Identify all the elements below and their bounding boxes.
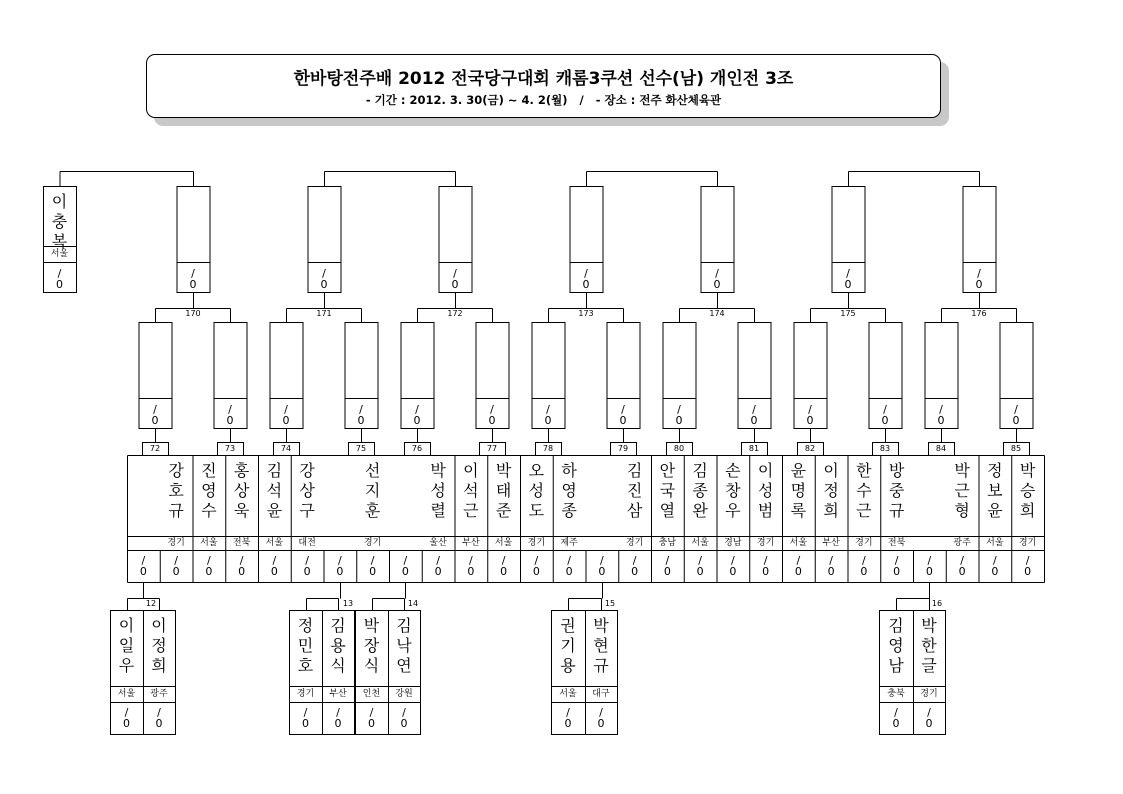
match-number: 80 xyxy=(673,444,685,453)
player-name-char: 선 xyxy=(364,461,381,480)
match-number: 73 xyxy=(224,444,236,453)
player-region: 경기 xyxy=(756,538,775,548)
prelim-score: / 0 xyxy=(368,706,375,730)
player-region: 서울 xyxy=(986,538,1004,548)
player-name-char: 이 xyxy=(151,616,167,635)
player-name-char: 윤 xyxy=(266,501,283,520)
score-mark: / 0 xyxy=(696,554,704,578)
player-name xyxy=(553,455,586,536)
player-name-char: 낙 xyxy=(396,636,412,655)
player-name xyxy=(356,455,389,536)
player-name-char: 지 xyxy=(364,481,381,500)
player-name-char: 근 xyxy=(954,481,970,500)
player-region: 광주 xyxy=(953,538,971,548)
player-name-char: 상 xyxy=(299,481,315,500)
player-name-char: 준 xyxy=(495,501,512,520)
score-mark: / 0 xyxy=(958,554,966,578)
player-name-char: 복 xyxy=(51,232,68,251)
round1-score: / 0 xyxy=(1012,403,1020,427)
round1-score: / 0 xyxy=(151,403,159,427)
player-name xyxy=(160,455,193,536)
player-region: 부산 xyxy=(329,689,347,699)
player-name-char: 완 xyxy=(692,501,708,520)
match-number: 172 xyxy=(447,309,463,318)
player-name-char: 용 xyxy=(330,636,346,655)
prelim-score: / 0 xyxy=(400,706,408,730)
player-name xyxy=(291,455,324,536)
player-name-char: 범 xyxy=(757,501,774,520)
player-name xyxy=(946,455,979,536)
score-mark: / 0 xyxy=(1024,554,1032,578)
round2-score: / 0 xyxy=(975,267,983,291)
score-mark: / 0 xyxy=(401,554,409,578)
round1-score: / 0 xyxy=(357,403,365,427)
round2-score: / 0 xyxy=(189,267,197,291)
match-number: 76 xyxy=(411,444,423,453)
player-name-char: 식 xyxy=(330,656,346,675)
player-region: 충남 xyxy=(658,538,677,548)
player-name-char: 일 xyxy=(118,636,135,655)
score-mark: / 0 xyxy=(565,554,573,578)
player-region: 서울 xyxy=(691,538,709,548)
player-name-char: 박 xyxy=(1019,461,1036,480)
player-name-char: 희 xyxy=(1019,501,1036,520)
player-name-char: 식 xyxy=(363,656,380,675)
player-name-char: 렬 xyxy=(430,501,446,520)
round1-score: / 0 xyxy=(282,403,290,427)
prelim-score: / 0 xyxy=(334,706,342,730)
player-region: 전북 xyxy=(232,538,251,548)
player-region: 서울 xyxy=(117,689,136,699)
score-mark: / 0 xyxy=(762,554,770,578)
score-mark: / 0 xyxy=(794,554,802,578)
match-number: 77 xyxy=(486,444,498,453)
round2-score: / 0 xyxy=(451,267,459,291)
player-name-char: 정 xyxy=(151,636,167,655)
player-region: 경기 xyxy=(167,538,185,548)
player-name-char: 김 xyxy=(266,461,283,480)
round1-score: / 0 xyxy=(488,403,496,427)
score-mark: / 0 xyxy=(860,554,868,578)
player-name-char: 승 xyxy=(1019,481,1036,500)
player-name-char: 영 xyxy=(888,636,904,655)
player-name xyxy=(879,610,913,686)
player-name-char: 태 xyxy=(495,481,512,500)
player-name xyxy=(651,455,684,536)
score-mark: / 0 xyxy=(827,554,835,578)
player-name-char: 김 xyxy=(888,616,904,635)
player-name-char: 오 xyxy=(528,461,545,480)
player-name-char: 손 xyxy=(725,461,741,480)
player-name-char: 석 xyxy=(463,481,479,500)
player-name xyxy=(1011,455,1044,536)
match-number: 81 xyxy=(748,444,760,453)
score-mark: / 0 xyxy=(729,554,737,578)
player-region: 대전 xyxy=(298,538,316,548)
score-mark: / 0 xyxy=(500,554,508,578)
player-name-char: 박 xyxy=(921,616,937,635)
score-mark: / 0 xyxy=(663,554,671,578)
player-name-char: 윤 xyxy=(790,461,807,480)
round1-score: / 0 xyxy=(750,403,758,427)
player-name-char: 남 xyxy=(888,656,904,675)
player-name xyxy=(258,455,291,536)
player-name-char: 하 xyxy=(561,461,577,480)
score-mark: / 0 xyxy=(467,554,475,578)
player-region: 서울 xyxy=(494,538,513,548)
player-region: 경기 xyxy=(1018,538,1037,548)
player-name-char: 형 xyxy=(954,501,970,520)
player-name xyxy=(585,610,617,686)
player-name-char: 박 xyxy=(495,461,512,480)
player-name xyxy=(43,186,76,251)
player-name-char: 안 xyxy=(659,461,676,480)
round1-score: / 0 xyxy=(619,403,627,427)
match-number: 15 xyxy=(604,599,616,608)
player-region: 부산 xyxy=(462,538,480,548)
match-number: 170 xyxy=(185,309,201,318)
player-name-char: 근 xyxy=(856,501,872,520)
player-name-char: 현 xyxy=(593,636,609,655)
player-region: 인천 xyxy=(362,689,381,699)
match-number: 16 xyxy=(931,599,943,608)
player-name xyxy=(193,455,226,536)
player-name-char: 강 xyxy=(168,461,184,480)
player-region: 충북 xyxy=(887,689,905,699)
player-name-char: 종 xyxy=(561,501,577,520)
player-name-char: 진 xyxy=(201,461,217,480)
prelim-score: / 0 xyxy=(597,706,605,730)
player-name xyxy=(880,455,913,536)
player-name-char: 명 xyxy=(790,481,807,500)
player-name-char: 열 xyxy=(659,501,676,520)
score-mark: / 0 xyxy=(336,554,344,578)
player-name-char: 박 xyxy=(430,461,446,480)
player-name-char: 상 xyxy=(233,481,250,500)
match-number: 78 xyxy=(542,444,554,453)
player-name-char: 우 xyxy=(118,656,135,675)
match-number: 75 xyxy=(355,444,367,453)
player-name xyxy=(815,455,848,536)
player-region: 부산 xyxy=(822,538,840,548)
match-number: 13 xyxy=(342,599,354,608)
player-name-char: 연 xyxy=(396,656,412,675)
prelim-score: / 0 xyxy=(123,706,130,730)
player-name-char: 이 xyxy=(823,461,839,480)
player-name-char: 용 xyxy=(560,656,576,675)
player-name-char: 박 xyxy=(363,616,380,635)
score-mark: / 0 xyxy=(925,554,933,578)
score-mark: / 0 xyxy=(598,554,606,578)
player-name xyxy=(422,455,455,536)
player-name-char: 국 xyxy=(659,481,676,500)
player-name xyxy=(717,455,750,536)
round1-score: / 0 xyxy=(881,403,889,427)
player-name-char: 기 xyxy=(560,636,576,655)
player-region: 서울 xyxy=(789,538,808,548)
score-mark: / 0 xyxy=(238,554,246,578)
player-name-char: 이 xyxy=(51,192,68,211)
player-name xyxy=(520,455,553,536)
match-number: 83 xyxy=(879,444,891,453)
prelim-score: / 0 xyxy=(564,706,572,730)
player-name-char: 욱 xyxy=(233,501,250,520)
score-mark: / 0 xyxy=(172,554,180,578)
player-name-char: 윤 xyxy=(987,501,1003,520)
score-mark: / 0 xyxy=(532,554,540,578)
player-name-char: 박 xyxy=(954,461,970,480)
score-mark: / 0 xyxy=(893,554,901,578)
player-name xyxy=(388,610,420,686)
prelim-score: / 0 xyxy=(925,706,933,730)
player-name-char: 희 xyxy=(151,656,167,675)
player-name-char: 성 xyxy=(528,481,545,500)
player-name-char: 규 xyxy=(168,501,184,520)
player-name-char: 방 xyxy=(888,461,905,480)
player-region: 경남 xyxy=(724,538,742,548)
player-region: 경기 xyxy=(296,689,315,699)
player-name-char: 보 xyxy=(987,481,1003,500)
match-number: 84 xyxy=(935,444,947,453)
match-number: 72 xyxy=(149,444,161,453)
round1-score: / 0 xyxy=(226,403,234,427)
player-name xyxy=(225,455,258,536)
round2-score: / 0 xyxy=(844,267,852,291)
round1-score: / 0 xyxy=(544,403,552,427)
page-title: 한바탕전주배 2012 전국당구대회 캐롬3쿠션 선수(남) 개인전 3조 xyxy=(293,69,794,89)
score-mark: / 0 xyxy=(369,554,377,578)
player-name xyxy=(455,455,488,536)
player-region: 경기 xyxy=(527,538,546,548)
match-number: 175 xyxy=(840,309,856,318)
prelim-score: / 0 xyxy=(302,706,309,730)
player-name-char: 정 xyxy=(297,616,314,635)
player-name-char: 규 xyxy=(888,501,905,520)
player-region: 서울 xyxy=(200,538,218,548)
player-name-char: 삼 xyxy=(626,501,643,520)
round2-score: / 0 xyxy=(320,267,328,291)
player-region: 경기 xyxy=(855,538,873,548)
round1-score: / 0 xyxy=(413,403,421,427)
player-region: 서울 xyxy=(559,689,577,699)
player-name-char: 박 xyxy=(593,616,609,635)
player-name-char: 강 xyxy=(299,461,315,480)
player-name-char: 성 xyxy=(757,481,774,500)
round1-score: / 0 xyxy=(806,403,814,427)
score-mark: / 0 xyxy=(991,554,999,578)
match-number: 74 xyxy=(280,444,292,453)
score-mark: / 0 xyxy=(139,554,147,578)
match-number: 14 xyxy=(407,599,419,608)
match-number: 174 xyxy=(709,309,725,318)
player-region: 서울 xyxy=(265,538,284,548)
player-name-char: 호 xyxy=(297,656,314,675)
score-mark: / 0 xyxy=(205,554,213,578)
score-mark: / 0 xyxy=(631,554,639,578)
player-name xyxy=(110,610,143,686)
score-mark: / 0 xyxy=(270,554,278,578)
player-name-char: 규 xyxy=(593,656,609,675)
player-name-char: 충 xyxy=(51,212,68,231)
player-name-char: 창 xyxy=(725,481,741,500)
player-name xyxy=(551,610,585,686)
player-name-char: 중 xyxy=(888,481,905,500)
player-name-char: 종 xyxy=(692,481,708,500)
match-number: 85 xyxy=(1010,444,1022,453)
round2-score: / 0 xyxy=(582,267,590,291)
player-name-char: 훈 xyxy=(364,501,381,520)
player-name-char: 이 xyxy=(757,461,774,480)
player-name-char: 한 xyxy=(921,636,937,655)
player-name-char: 도 xyxy=(528,501,545,520)
player-name xyxy=(289,610,322,686)
player-name-char: 정 xyxy=(987,461,1003,480)
match-number: 12 xyxy=(145,599,157,608)
seed-player-region: 서울 xyxy=(50,249,69,259)
player-name xyxy=(143,610,175,686)
player-name-char: 정 xyxy=(823,481,839,500)
prelim-score: / 0 xyxy=(892,706,900,730)
player-name xyxy=(355,610,388,686)
player-name-char: 글 xyxy=(921,656,937,675)
player-name-char: 장 xyxy=(363,636,380,655)
player-name-char: 영 xyxy=(201,481,217,500)
player-name-char: 호 xyxy=(168,481,184,500)
player-region: 광주 xyxy=(150,689,168,699)
prelim-score: / 0 xyxy=(155,706,163,730)
match-number: 176 xyxy=(971,309,987,318)
match-number: 173 xyxy=(578,309,594,318)
player-name-char: 진 xyxy=(626,481,643,500)
player-region: 경기 xyxy=(363,538,382,548)
player-region: 대구 xyxy=(592,689,610,699)
round2-score: / 0 xyxy=(713,267,721,291)
player-region: 제주 xyxy=(560,538,578,548)
page-subtitle: - 기간 : 2012. 3. 30(금) ~ 4. 2(월) / - 장소 : 전주 화산체육관 xyxy=(365,93,722,107)
match-number: 171 xyxy=(316,309,332,318)
player-name xyxy=(322,610,354,686)
match-number: 79 xyxy=(617,444,629,453)
player-name-char: 성 xyxy=(430,481,446,500)
player-name xyxy=(487,455,520,536)
player-name-char: 김 xyxy=(626,461,643,480)
player-name-char: 우 xyxy=(725,501,741,520)
player-name xyxy=(618,455,651,536)
player-name xyxy=(913,610,945,686)
player-name-char: 록 xyxy=(790,501,807,520)
player-name-char: 권 xyxy=(560,616,576,635)
seed-score: / 0 xyxy=(56,267,63,291)
player-name-char: 한 xyxy=(856,461,872,480)
player-region: 강원 xyxy=(395,689,413,699)
player-region: 전북 xyxy=(887,538,906,548)
player-name-char: 홍 xyxy=(233,461,250,480)
match-number: 82 xyxy=(804,444,816,453)
player-name xyxy=(979,455,1012,536)
player-region: 경기 xyxy=(625,538,644,548)
player-name-char: 수 xyxy=(201,501,217,520)
score-mark: / 0 xyxy=(303,554,311,578)
player-name-char: 이 xyxy=(463,461,479,480)
player-name-char: 민 xyxy=(297,636,314,655)
player-name-char: 구 xyxy=(299,501,315,520)
player-name-char: 김 xyxy=(330,616,346,635)
player-name-char: 근 xyxy=(463,501,479,520)
round1-score: / 0 xyxy=(675,403,683,427)
player-name-char: 김 xyxy=(396,616,412,635)
player-name xyxy=(782,455,815,536)
player-name-char: 김 xyxy=(692,461,708,480)
player-region: 울산 xyxy=(429,538,447,548)
player-name-char: 이 xyxy=(118,616,135,635)
player-name-char: 수 xyxy=(856,481,872,500)
player-name xyxy=(749,455,782,536)
player-name xyxy=(848,455,881,536)
player-region: 경기 xyxy=(920,689,938,699)
player-name xyxy=(684,455,717,536)
player-name-char: 영 xyxy=(561,481,577,500)
score-mark: / 0 xyxy=(434,554,442,578)
round1-score: / 0 xyxy=(937,403,945,427)
player-name-char: 희 xyxy=(823,501,839,520)
player-name-char: 석 xyxy=(266,481,283,500)
